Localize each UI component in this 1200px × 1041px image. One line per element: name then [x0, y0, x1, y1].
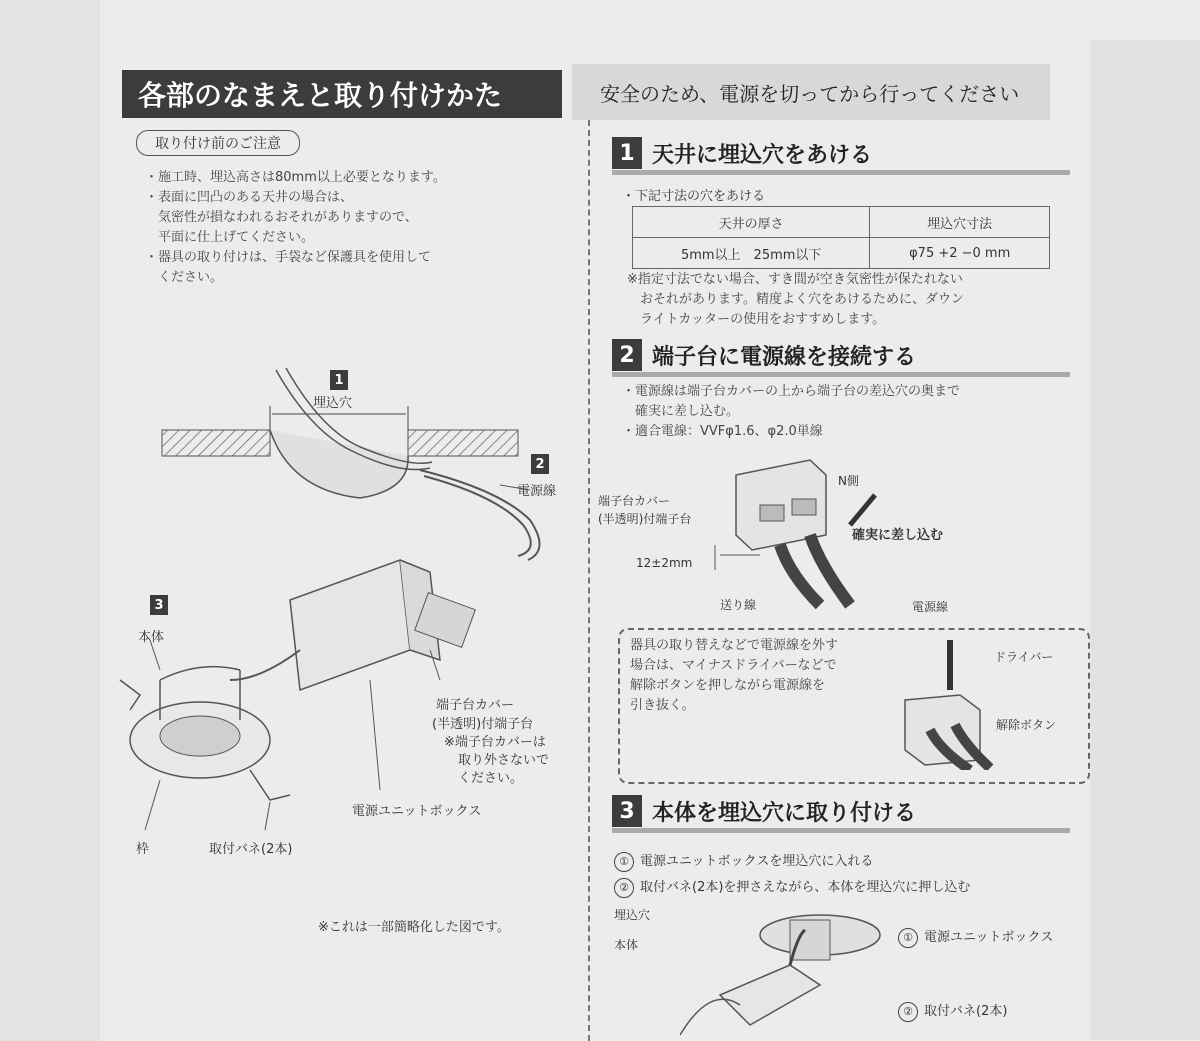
step2-text	[622, 382, 960, 442]
safety-banner-text: 安全のため、電源を切ってから行ってください	[600, 81, 1020, 106]
step3-spring-callout	[898, 1000, 1007, 1022]
step3-title: 本体を埋込穴に取り付ける	[652, 800, 917, 826]
diagram-marker-2: 2	[531, 454, 549, 474]
mounting-diagram	[680, 905, 900, 1041]
step3-hole-label: 埋込穴	[614, 908, 651, 922]
strip-length-label: 12±2mm	[636, 556, 693, 570]
terminal-note: ください。	[458, 771, 524, 786]
precautions-heading-text: 取り付け前のご注意	[155, 136, 281, 152]
hole-size-table	[632, 206, 1050, 269]
step3-item-number: ①	[614, 852, 634, 872]
terminal-note: ※端子台カバーは	[444, 735, 546, 750]
step2-number: 2	[612, 339, 642, 371]
precaution-line: ・器具の取り付けは、手袋など保護具を使用して	[145, 250, 432, 265]
callout-number: ②	[898, 1002, 918, 1022]
precautions-list	[145, 168, 446, 288]
step3-underline	[612, 828, 1070, 833]
step1-title: 天井に埋込穴をあける	[652, 142, 873, 168]
precaution-line: ・施工時、埋込高さは80mm以上必要となります。	[145, 170, 446, 185]
step3-item	[614, 876, 970, 898]
step3-unitbox-callout	[898, 926, 1053, 948]
step2-underline	[612, 372, 1070, 377]
table-cell: 5mm以上 25mm以下	[633, 238, 870, 269]
step2-heading	[612, 336, 916, 374]
diagram-marker-3: 3	[150, 595, 168, 615]
frame-label: 枠	[136, 842, 150, 857]
precaution-line: 気密性が損なわれるおそれがありますので、	[145, 210, 418, 225]
terminal-cover-label: (半透明)付端子台	[598, 512, 692, 526]
note-line: ライトカッターの使用をおすすめします。	[627, 312, 886, 327]
note-line: ※指定寸法でない場合、すき間が空き気密性が保たれない	[627, 272, 963, 287]
step3-number: 3	[612, 795, 642, 827]
removal-line: 場合は、マイナスドライバーなどで	[630, 658, 837, 673]
installation-diagram	[100, 350, 580, 870]
note-line: おそれがあります。精度よく穴をあけるために、ダウン	[627, 292, 964, 307]
step1-heading	[612, 134, 872, 172]
step1-note	[627, 270, 964, 330]
step3-item-text: 電源ユニットボックスを埋込穴に入れる	[640, 854, 874, 869]
step3-item-number: ②	[614, 878, 634, 898]
page-title	[122, 70, 562, 118]
body-label: 本体	[138, 630, 165, 645]
feed-wire-label: 送り線	[720, 598, 757, 612]
release-button-label: 解除ボタン	[996, 718, 1057, 732]
step3-heading	[612, 792, 916, 830]
table-cell: φ75 +2 −0 mm	[870, 238, 1050, 269]
removal-line: 器具の取り替えなどで電源線を外す	[630, 638, 839, 653]
step2-line: ・電源線は端子台カバーの上から端子台の差込穴の奥まで	[622, 384, 961, 399]
precaution-line: ・表面に凹凸のある天井の場合は、	[145, 190, 354, 205]
step3-item-text: 取付バネ(2本)を押さえながら、本体を埋込穴に押し込む	[640, 880, 971, 895]
step2-title: 端子台に電源線を接続する	[652, 344, 917, 370]
left-page-edge	[0, 0, 102, 1041]
power-cable-label: 電源線	[517, 484, 557, 499]
step3-item	[614, 850, 873, 872]
step1-number: 1	[612, 137, 642, 169]
page-title-text: 各部のなまえと取り付けかた	[138, 79, 503, 112]
right-page-edge	[1090, 40, 1200, 1040]
step2-line: ・適合電線：VVFφ1.6、φ2.0単線	[622, 424, 823, 439]
precaution-line: 平面に仕上げてください。	[145, 230, 315, 245]
terminal-note: 取り外さないで	[458, 753, 550, 768]
removal-note	[630, 636, 838, 716]
spring-label: 取付バネ(2本)	[209, 842, 293, 857]
table-header: 埋込穴寸法	[870, 207, 1050, 238]
callout-text: 電源ユニットボックス	[924, 930, 1054, 945]
callout-number: ①	[898, 928, 918, 948]
terminal-label: 端子台カバー	[436, 698, 515, 713]
step1-intro: ・下記寸法の穴をあける	[622, 189, 766, 204]
table-header: 天井の厚さ	[633, 207, 870, 238]
n-side-label: N側	[838, 474, 859, 488]
table-row	[633, 238, 1050, 269]
removal-line: 解除ボタンを押しながら電源線を	[630, 678, 826, 693]
hole-label: 埋込穴	[313, 396, 353, 411]
removal-line: 引き抜く。	[630, 698, 695, 713]
safety-banner	[572, 64, 1050, 120]
simplified-note: ※これは一部簡略化した図です。	[318, 920, 510, 935]
insert-firmly-label: 確実に差し込む	[852, 528, 944, 543]
precautions-heading	[136, 130, 300, 156]
unit-box-label: 電源ユニットボックス	[352, 804, 482, 819]
column-divider	[588, 120, 590, 1041]
driver-label: ドライバー	[994, 650, 1054, 664]
table-header-row	[633, 207, 1050, 238]
diagram-marker-1: 1	[330, 370, 348, 390]
terminal-cover-label: 端子台カバー	[598, 494, 671, 508]
power-wire-label: 電源線	[912, 600, 949, 614]
step3-body-label: 本体	[614, 938, 639, 952]
precaution-line: ください。	[145, 270, 224, 285]
terminal-label: (半透明)付端子台	[432, 717, 534, 732]
step2-line: 確実に差し込む。	[622, 404, 740, 419]
callout-text: 取付バネ(2本)	[924, 1004, 1008, 1019]
step1-underline	[612, 170, 1070, 175]
